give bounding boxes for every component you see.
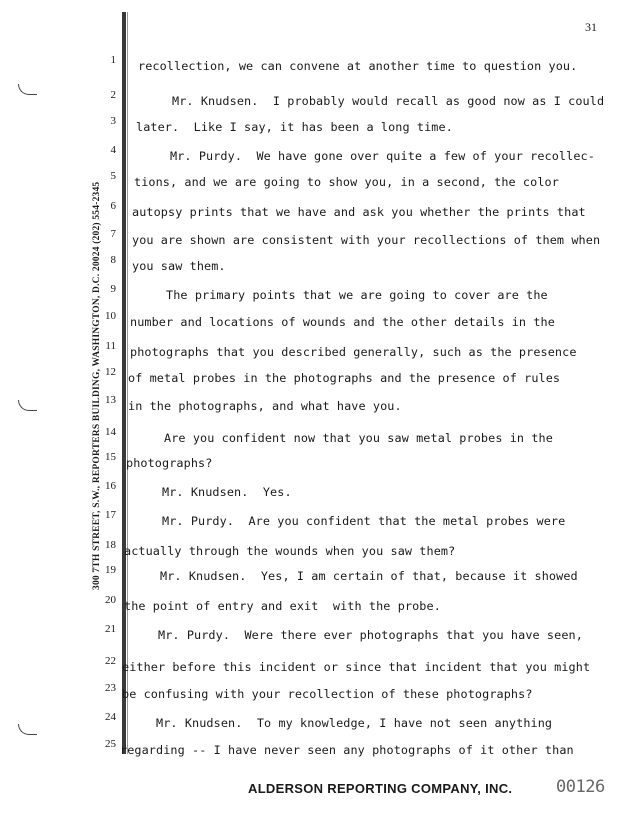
line-number: 13 bbox=[105, 394, 116, 406]
transcript-line: in the photographs, and what have you. bbox=[128, 399, 402, 413]
line-number: 24 bbox=[105, 711, 116, 723]
transcript-line: The primary points that we are going to cover are the bbox=[130, 288, 548, 302]
transcript-line: actually through the wounds when you saw them? bbox=[124, 544, 456, 558]
margin-rule bbox=[122, 12, 126, 754]
line-number: 11 bbox=[105, 340, 116, 352]
punch-hole-mark bbox=[18, 724, 37, 735]
line-number: 25 bbox=[105, 738, 116, 750]
transcript-line: Mr. Knudsen. Yes, I am certain of that, because it showed bbox=[124, 569, 578, 583]
line-number: 15 bbox=[105, 451, 116, 463]
transcript-line: Mr. Purdy. Are you confident that the metal probes were bbox=[126, 514, 566, 528]
line-number: 21 bbox=[105, 623, 116, 635]
punch-hole-mark bbox=[18, 84, 37, 95]
transcript-line: of metal probes in the photographs and the presence of rules bbox=[128, 371, 561, 385]
line-number: 20 bbox=[105, 594, 116, 606]
line-number: 16 bbox=[105, 480, 116, 492]
reporter-address: 300 7TH STREET, S.W., REPORTERS BUILDING, WASHINGTON, D.C. 20024 (202) 554-2345 bbox=[92, 181, 102, 590]
transcript-line: regarding -- I have never seen any photographs of it other than bbox=[120, 743, 574, 757]
line-number: 5 bbox=[110, 170, 116, 182]
line-number: 7 bbox=[110, 228, 116, 240]
line-number: 17 bbox=[105, 509, 116, 521]
transcript-line: either before this incident or since that incident that you might bbox=[122, 660, 591, 674]
line-number: 22 bbox=[105, 655, 116, 667]
line-number: 14 bbox=[105, 426, 116, 438]
line-number: 23 bbox=[105, 682, 116, 694]
transcript-line: photographs that you described generally, such as the presence bbox=[130, 345, 577, 359]
transcript-line: be confusing with your recollection of these photographs? bbox=[122, 687, 533, 701]
transcript-line: Mr. Knudsen. I probably would recall as good now as I could bbox=[136, 94, 605, 108]
line-number: 19 bbox=[105, 564, 116, 576]
line-number: 10 bbox=[105, 310, 116, 322]
footer-company: ALDERSON REPORTING COMPANY, INC. bbox=[248, 781, 513, 796]
transcript-line: the point of entry and exit with the probe. bbox=[124, 599, 441, 613]
line-number: 2 bbox=[110, 89, 116, 101]
page-number: 31 bbox=[585, 20, 597, 34]
transcript-line: Mr. Purdy. We have gone over quite a few of your recollec- bbox=[134, 149, 595, 163]
transcript-line: Are you confident now that you saw metal probes in the bbox=[128, 431, 553, 445]
transcript-line: you saw them. bbox=[132, 259, 226, 273]
transcript-line: Mr. Purdy. Were there ever photographs that you have seen, bbox=[122, 628, 583, 642]
line-number: 12 bbox=[105, 366, 116, 378]
line-number: 6 bbox=[110, 200, 116, 212]
line-number: 3 bbox=[110, 115, 116, 127]
transcript-line: tions, and we are going to show you, in a second, the color bbox=[134, 175, 559, 189]
transcript-line: Mr. Knudsen. Yes. bbox=[126, 485, 292, 499]
line-number: 9 bbox=[110, 283, 116, 295]
transcript-line: autopsy prints that we have and ask you whether the prints that bbox=[132, 205, 586, 219]
transcript-line: recollection, we can convene at another time to question you. bbox=[138, 59, 578, 73]
punch-hole-mark bbox=[18, 400, 37, 411]
transcript-line: later. Like I say, it has been a long time. bbox=[136, 120, 453, 134]
line-number: 1 bbox=[110, 54, 116, 66]
line-number: 8 bbox=[110, 254, 116, 266]
transcript-line: Mr. Knudsen. To my knowledge, I have not seen anything bbox=[120, 716, 553, 730]
bates-number: 00126 bbox=[556, 777, 605, 797]
transcript-line: number and locations of wounds and the other details in the bbox=[130, 315, 555, 329]
transcript-line: you are shown are consistent with your recollections of them when bbox=[132, 233, 601, 247]
line-number: 18 bbox=[105, 539, 116, 551]
transcript-line: photographs? bbox=[126, 456, 213, 470]
line-number: 4 bbox=[110, 144, 116, 156]
